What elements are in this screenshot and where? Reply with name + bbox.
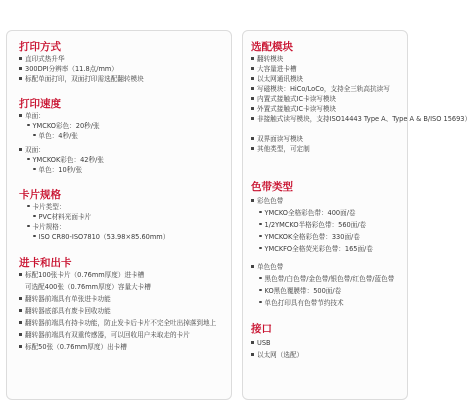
list-item: PVC材料光面卡片 bbox=[19, 213, 91, 221]
list-item: YMCKO彩色：20秒/张 bbox=[19, 122, 100, 130]
list-item: YMCKOK全格彩色带：330面/卷 bbox=[251, 233, 360, 241]
list-item: 翻转器底部具有废卡回收功能 bbox=[19, 307, 111, 315]
bullet-icon bbox=[33, 235, 36, 238]
list-item: 黑色带/白色带/金色带/银色带/红色带/蓝色带 bbox=[251, 275, 394, 283]
list-item: 写磁模块：HiCo/LoCo，支持全三轨高抗读写 bbox=[251, 85, 390, 93]
bullet-icon bbox=[19, 309, 22, 312]
list-item: YMCKFO全格荧光彩色带：165面/卷 bbox=[251, 245, 373, 253]
bullet-icon bbox=[251, 97, 254, 100]
list-item: 标配100张卡片（0.76mm厚度）进卡槽 bbox=[19, 271, 144, 279]
bullet-icon bbox=[251, 77, 254, 80]
list-item: 卡片规格： bbox=[19, 223, 65, 231]
bullet-icon bbox=[19, 148, 22, 151]
bullet-icon bbox=[259, 211, 262, 214]
bullet-icon bbox=[251, 199, 254, 202]
bullet-icon bbox=[19, 57, 22, 60]
bullet-icon bbox=[19, 114, 22, 117]
bullet-icon bbox=[251, 353, 254, 356]
list-item: 彩色色带 bbox=[251, 197, 283, 205]
bullet-icon bbox=[259, 235, 262, 238]
list-item: 标配单面打印，双面打印需选配翻转模块 bbox=[19, 75, 144, 83]
list-item: 翻转模块 bbox=[251, 55, 283, 63]
section-title-card-spec: 卡片规格 bbox=[19, 189, 61, 201]
bullet-icon bbox=[19, 333, 22, 336]
list-item: 可选配400张（0.76mm厚度）容量大卡槽 bbox=[25, 283, 151, 291]
list-item: 内置式接触式IC卡读写模块 bbox=[251, 95, 336, 103]
section-title-card-io: 进卡和出卡 bbox=[19, 257, 72, 269]
list-item: YMCKO全格彩色带：400面/卷 bbox=[251, 209, 356, 217]
bullet-icon bbox=[251, 265, 254, 268]
bullet-icon bbox=[259, 223, 262, 226]
bullet-icon bbox=[33, 168, 36, 171]
bullet-icon bbox=[27, 225, 30, 228]
bullet-icon bbox=[19, 345, 22, 348]
list-item: 单色色带 bbox=[251, 263, 283, 271]
section-title-optional-modules: 选配模块 bbox=[251, 41, 293, 53]
list-item: 翻转器前端具有双重传感器，可以回收用户未取走的卡片 bbox=[19, 331, 190, 339]
list-item: 1/2YMCKO半格彩色带：560面/卷 bbox=[251, 221, 366, 229]
list-item: 双面： bbox=[19, 146, 45, 154]
list-item: 以太网通讯模块 bbox=[251, 75, 303, 83]
section-title-ribbon-types: 色带类型 bbox=[251, 181, 293, 193]
bullet-icon bbox=[251, 117, 254, 120]
spec-panel-left bbox=[6, 30, 232, 400]
bullet-icon bbox=[251, 137, 254, 140]
list-item: 卡片类型： bbox=[19, 203, 65, 211]
bullet-icon bbox=[251, 107, 254, 110]
list-item: 其他类型，可定制 bbox=[251, 145, 310, 153]
list-item: 单色打印具有色带节约技术 bbox=[251, 299, 344, 307]
list-item: YMCKOK彩色：42秒/张 bbox=[19, 156, 104, 164]
bullet-icon bbox=[251, 87, 254, 90]
bullet-icon bbox=[259, 289, 262, 292]
section-title-interface: 接口 bbox=[251, 323, 272, 335]
list-item: ISO CR80-ISO7810（53.98×85.60mm） bbox=[19, 233, 169, 241]
bullet-icon bbox=[33, 134, 36, 137]
bullet-icon bbox=[27, 158, 30, 161]
list-item: 非接触式读写模块，支持ISO14443 Type A、Type A & B/ISO 15693） bbox=[251, 115, 471, 123]
list-item: 直印式热升华 bbox=[19, 55, 65, 63]
section-title-print-speed: 打印速度 bbox=[19, 98, 61, 110]
list-item: 外置式接触式IC卡读写模块 bbox=[251, 105, 336, 113]
bullet-icon bbox=[33, 215, 36, 218]
list-item: 双界面读写模块 bbox=[251, 135, 303, 143]
section-title-print-method: 打印方式 bbox=[19, 41, 61, 53]
bullet-icon bbox=[19, 273, 22, 276]
list-item: 标配50张（0.76mm厚度）出卡槽 bbox=[19, 343, 127, 351]
bullet-icon bbox=[27, 205, 30, 208]
list-item: USB bbox=[251, 339, 271, 347]
list-item: 翻转器前端具有持卡功能，防止发卡后卡片不完全吐出掉落到地上 bbox=[19, 319, 216, 327]
bullet-icon bbox=[19, 297, 22, 300]
list-item: 单色：4秒/张 bbox=[19, 132, 78, 140]
bullet-icon bbox=[27, 124, 30, 127]
bullet-icon bbox=[251, 341, 254, 344]
list-item: 翻转器前端具有单张进卡功能 bbox=[19, 295, 111, 303]
bullet-icon bbox=[19, 321, 22, 324]
list-item: 300DPI分辨率（11.8点/mm） bbox=[19, 65, 118, 73]
bullet-icon bbox=[259, 247, 262, 250]
list-item: 以太网（选配） bbox=[251, 351, 303, 359]
bullet-icon bbox=[259, 301, 262, 304]
bullet-icon bbox=[19, 67, 22, 70]
list-item: 单色：10秒/张 bbox=[19, 166, 82, 174]
bullet-icon bbox=[251, 147, 254, 150]
bullet-icon bbox=[259, 277, 262, 280]
bullet-icon bbox=[251, 57, 254, 60]
list-item: 大容量进卡槽 bbox=[251, 65, 297, 73]
bullet-icon bbox=[251, 67, 254, 70]
list-item: 单面： bbox=[19, 112, 45, 120]
bullet-icon bbox=[19, 77, 22, 80]
list-item: KO黑色覆膜带：500面/卷 bbox=[251, 287, 341, 295]
spec-panel-right bbox=[242, 30, 471, 400]
